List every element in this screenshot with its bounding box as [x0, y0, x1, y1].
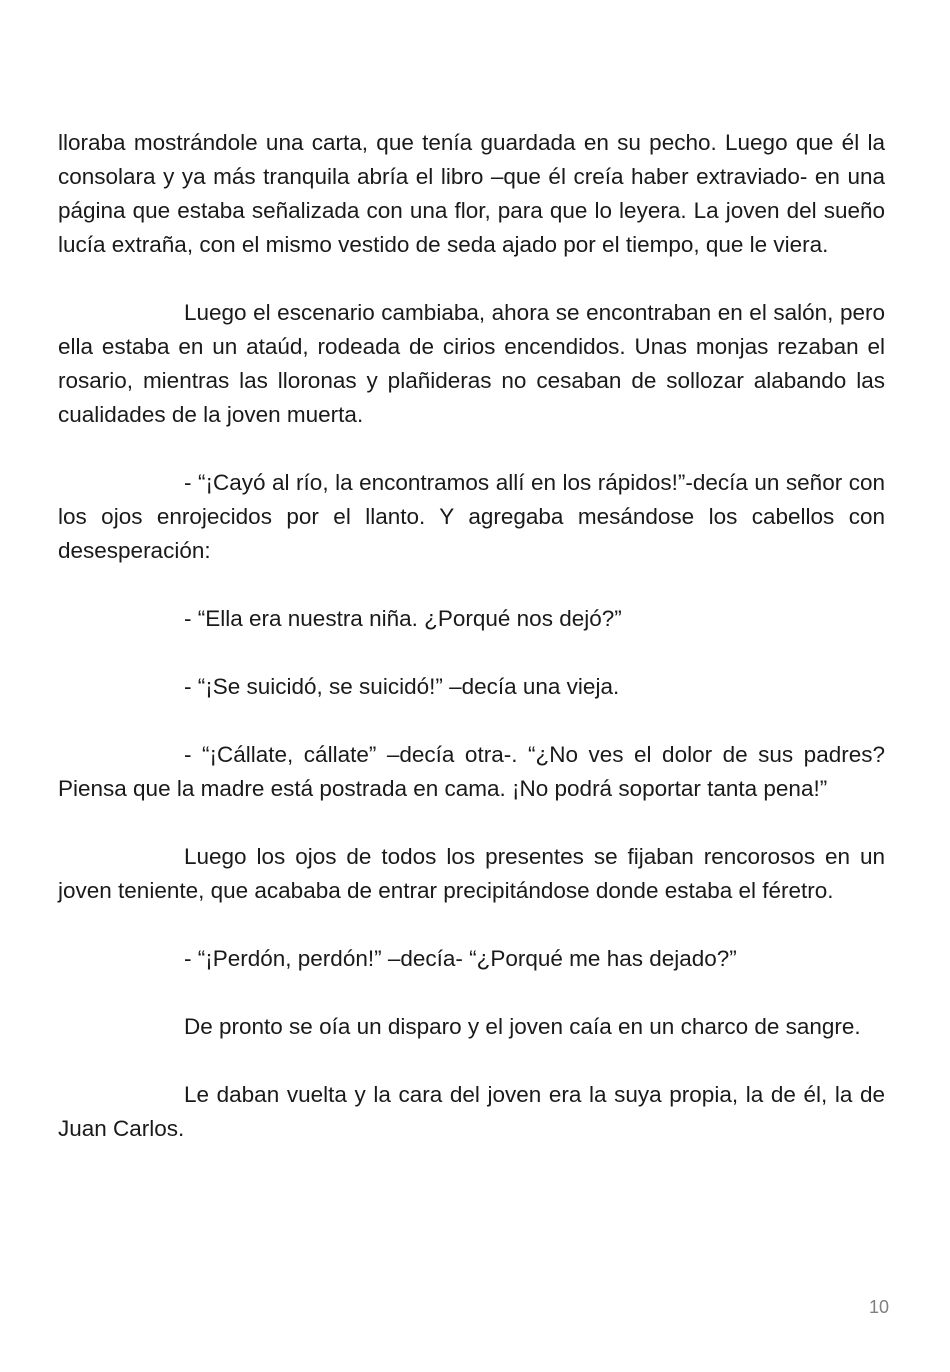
paragraph: Luego el escenario cambiaba, ahora se encontraban en el salón, pero ella estaba en un ataúd, rodeada de cirios encendidos. Unas monjas rezaban el rosario, mientras las lloronas y plañideras no cesaban de sollozar alabando las cualidades de la joven muerta.: [58, 300, 885, 427]
paragraph: - “¡Cayó al río, la encontramos allí en los rápidos!”-decía un señor con los ojos enrojecidos por el llanto. Y agregaba mesándose los cabellos con desesperación:: [58, 470, 885, 563]
paragraph: De pronto se oía un disparo y el joven caía en un charco de sangre.: [184, 1014, 861, 1039]
paragraph: - “Ella era nuestra niña. ¿Porqué nos dejó?”: [184, 606, 622, 631]
body-text: [58, 126, 885, 1146]
paragraph: Le daban vuelta y la cara del joven era la suya propia, la de él, la de Juan Carlos.: [58, 1082, 885, 1141]
paragraph: Luego los ojos de todos los presentes se fijaban rencorosos en un joven teniente, que acababa de entrar precipitándose donde estaba el féretro.: [58, 844, 885, 903]
paragraph: - “¡Se suicidó, se suicidó!” –decía una vieja.: [184, 674, 620, 699]
paragraph: - “¡Perdón, perdón!” –decía- “¿Porqué me has dejado?”: [184, 946, 737, 971]
paragraph: lloraba mostrándole una carta, que tenía guardada en su pecho. Luego que él la consolara y ya más tranquila abría el libro –que él creía haber extraviado- en una página que estaba señalizada con una flor, para que lo leyera. La joven del sueño lucía extraña, con el mismo vestido de seda ajado por el tiempo, que le viera.: [58, 130, 885, 257]
page-number: 10: [868, 1297, 889, 1317]
paragraph: - “¡Cállate, cállate” –decía otra-. “¿No ves el dolor de sus padres? Piensa que la madre está postrada en cama. ¡No podrá soportar tanta pena!”: [58, 742, 885, 801]
